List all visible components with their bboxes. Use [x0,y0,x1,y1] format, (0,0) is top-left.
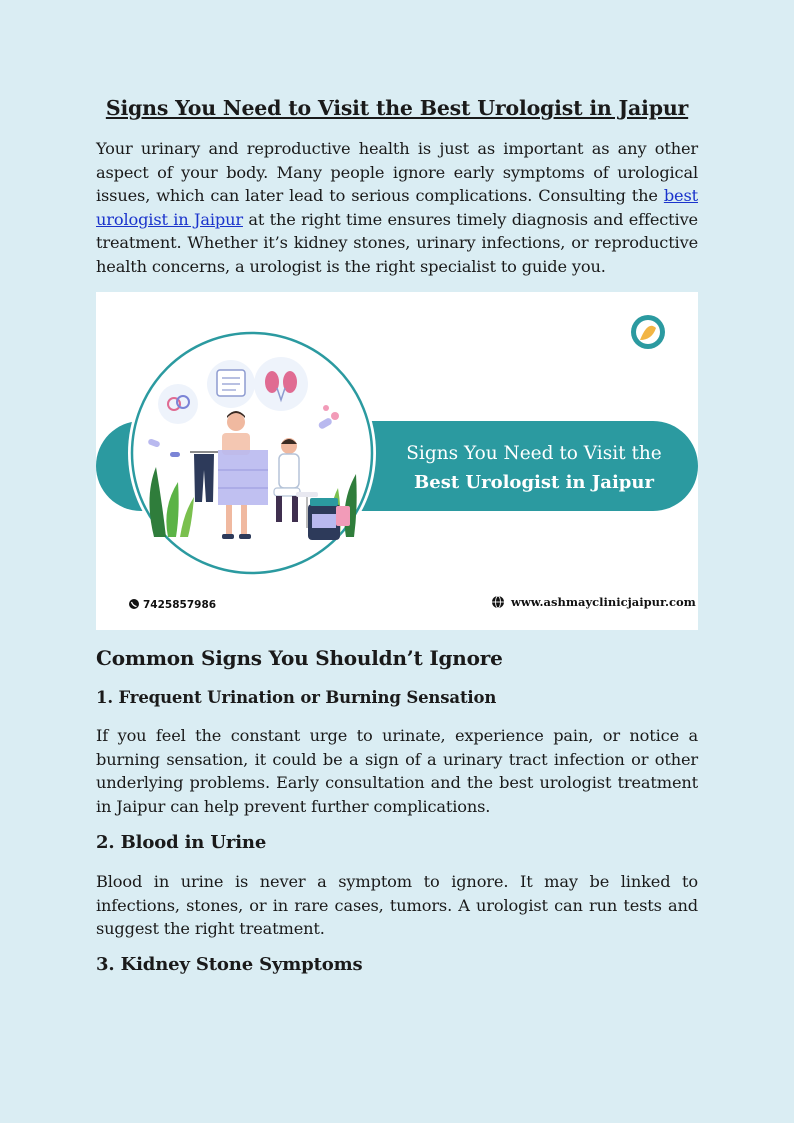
item-3-heading: 3. Kidney Stone Symptoms [96,954,363,975]
banner-illustration [96,292,698,630]
phone-icon [129,599,139,609]
item-2-heading: 2. Blood in Urine [96,832,267,853]
page-title: Signs You Need to Visit the Best Urologist in Jaipur [105,96,689,120]
banner-image [96,292,698,630]
banner-phone: 7425857986 [143,599,217,611]
item-1-heading: 1. Frequent Urination or Burning Sensation [96,688,497,707]
intro-paragraph [96,137,698,279]
pill-dot-icon [331,412,339,420]
intro-text-after: at the right time ensures timely diagnosis and effective treatment. Whether it’s kidney stones, urinary infections, or reproductive health concerns, a urologist is the right specialist to guide you. [96,209,698,276]
banner-line-2: Best Urologist in Jaipur [414,472,654,493]
stool [296,492,318,497]
kidney-bubble [254,357,308,411]
intro-text-before: Your urinary and reproductive health is just as important as any other aspect of your body. Many people ignore early symptoms of urological issues, which can later lead to serious complications. Consulting the [96,139,698,206]
item-2-paragraph: Blood in urine is never a symptom to ignore. It may be linked to infections, stones, or in rare cases, tumors. A urologist can run tests and suggest the right treatment. [96,872,698,939]
best-urologist-link[interactable]: best urologist in Jaipur [96,186,698,229]
privacy-screen [218,450,268,505]
doctor-coat [279,454,299,488]
item-1-paragraph: If you feel the constant urge to urinate, experience pain, or notice a burning sensation, it could be a sign of a urinary tract infection or other underlying problems. Early consultation and the best urologist treatment in Jaipur can help prevent further complications. [96,726,698,816]
clipboard-icon [217,370,245,396]
banner-website: www.ashmayclinicjaipur.com [511,595,696,609]
patient-head [227,413,245,431]
banner-line-1: Signs You Need to Visit the [406,443,662,464]
section-heading: Common Signs You Shouldn’t Ignore [96,646,503,670]
